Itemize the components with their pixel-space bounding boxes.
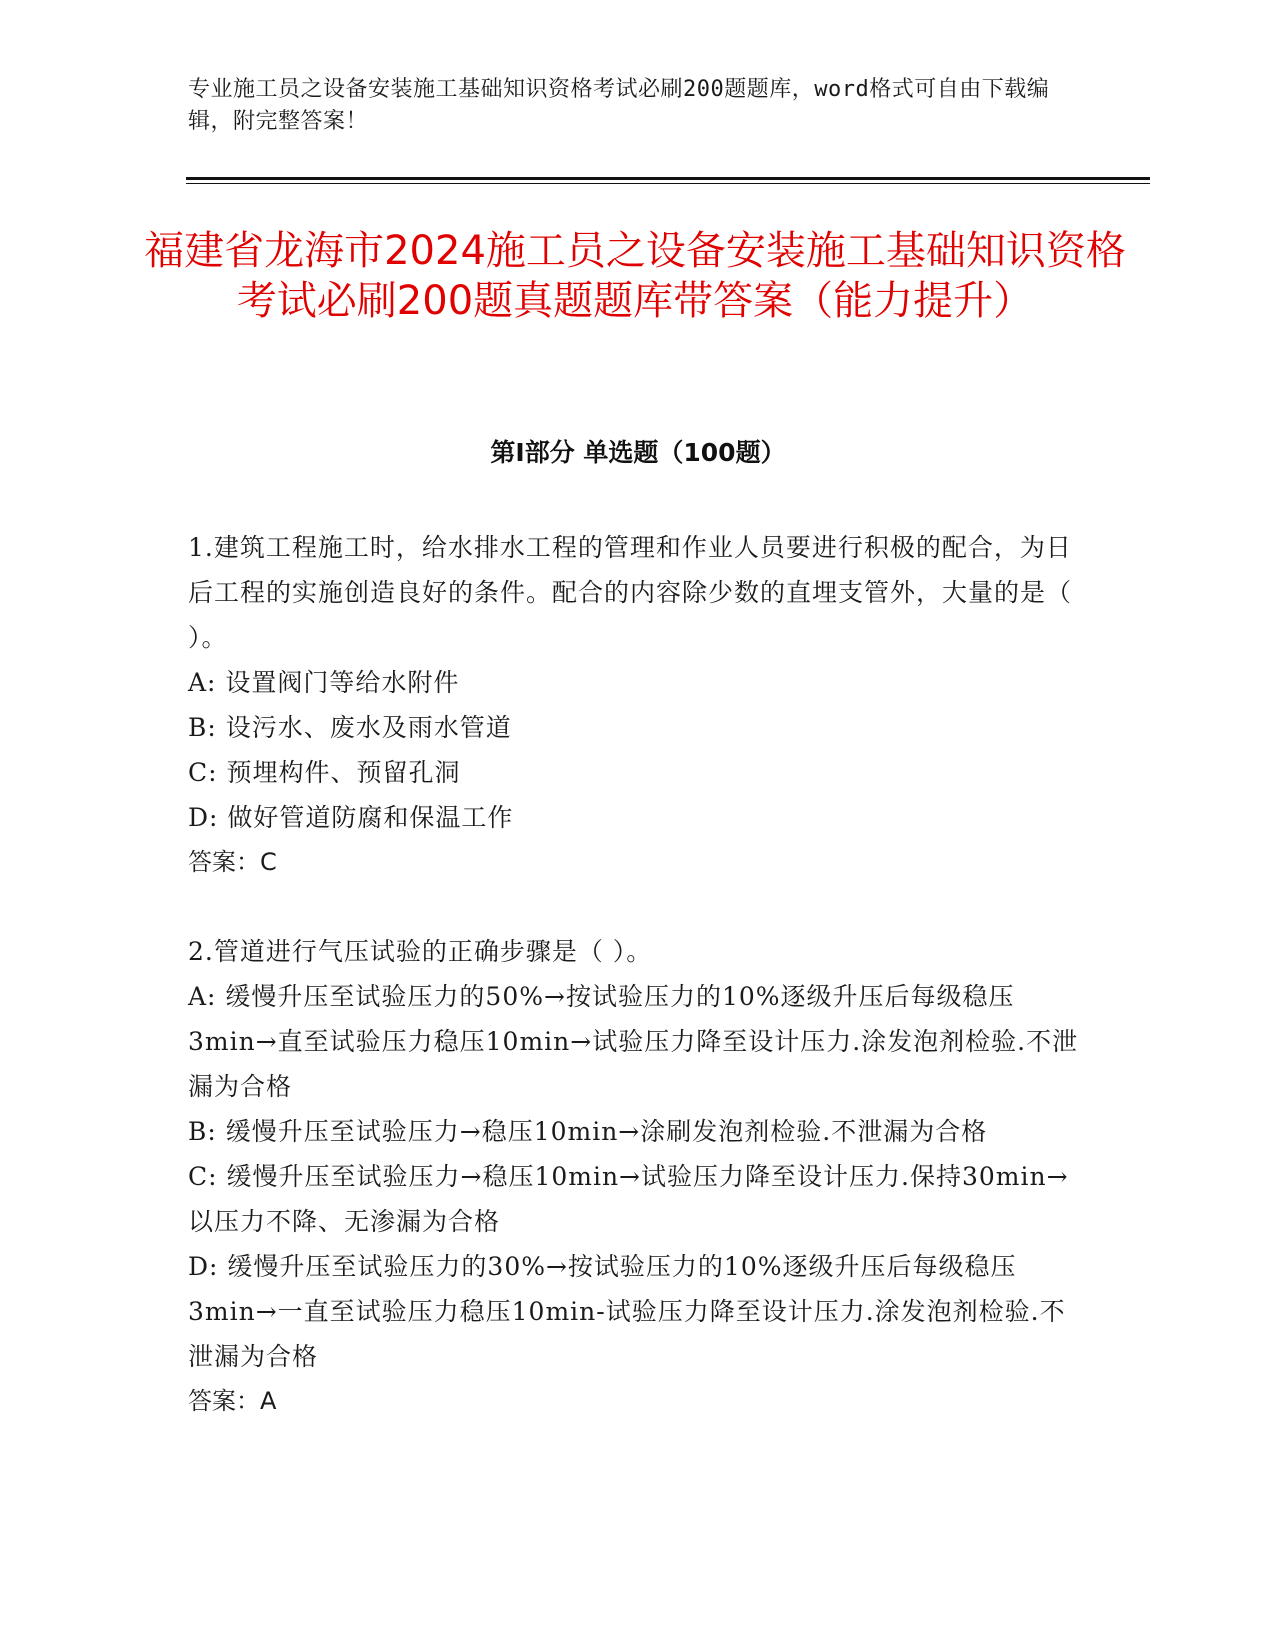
question-2 xyxy=(188,929,1088,1424)
question-text: 2.管道进行气压试验的正确步骤是（ ）。 xyxy=(188,937,653,966)
option-b: B: 设污水、废水及雨水管道 xyxy=(188,713,512,742)
header-note: 专业施工员之设备安装施工基础知识资格考试必刷200题题库，word格式可自由下载编辑，附完整答案！ xyxy=(188,77,1050,134)
option-a: A: 缓慢升压至试验压力的50%→按试验压力的10%逐级升压后每级稳压3min→直至试验压力稳压10min→试验压力降至设计压力.涂发泡剂检验.不泄漏为合格 xyxy=(188,982,1079,1101)
option-c: C: 缓慢升压至试验压力→稳压10min→试验压力降至设计压力.保持30min→以压力不降、无渗漏为合格 xyxy=(188,1162,1069,1236)
option-c: C: 预埋构件、预留孔洞 xyxy=(188,758,461,787)
header-rule-thin xyxy=(186,183,1150,184)
document-title: 福建省龙海市2024施工员之设备安装施工基础知识资格考试必刷200题真题题库带答案（能力提升） xyxy=(144,228,1126,324)
question-1 xyxy=(188,525,1088,885)
section-title: 第Ⅰ部分 单选题（100题） xyxy=(490,438,786,467)
header-rule-thick xyxy=(186,177,1150,180)
answer: 答案：C xyxy=(188,848,277,876)
option-a: A: 设置阀门等给水附件 xyxy=(188,668,460,697)
question-list xyxy=(188,525,1088,1468)
option-d: D: 缓慢升压至试验压力的30%→按试验压力的10%逐级升压后每级稳压3min→一直至试验压力稳压10min-试验压力降至设计压力.涂发泡剂检验.不泄漏为合格 xyxy=(188,1252,1066,1371)
answer: 答案：A xyxy=(188,1387,277,1415)
option-d: D: 做好管道防腐和保温工作 xyxy=(188,803,514,832)
option-b: B: 缓慢升压至试验压力→稳压10min→涂刷发泡剂检验.不泄漏为合格 xyxy=(188,1117,988,1146)
question-text: 1.建筑工程施工时，给水排水工程的管理和作业人员要进行积极的配合，为日后工程的实施创造良好的条件。配合的内容除少数的直埋支管外，大量的是（ ）。 xyxy=(188,533,1073,652)
